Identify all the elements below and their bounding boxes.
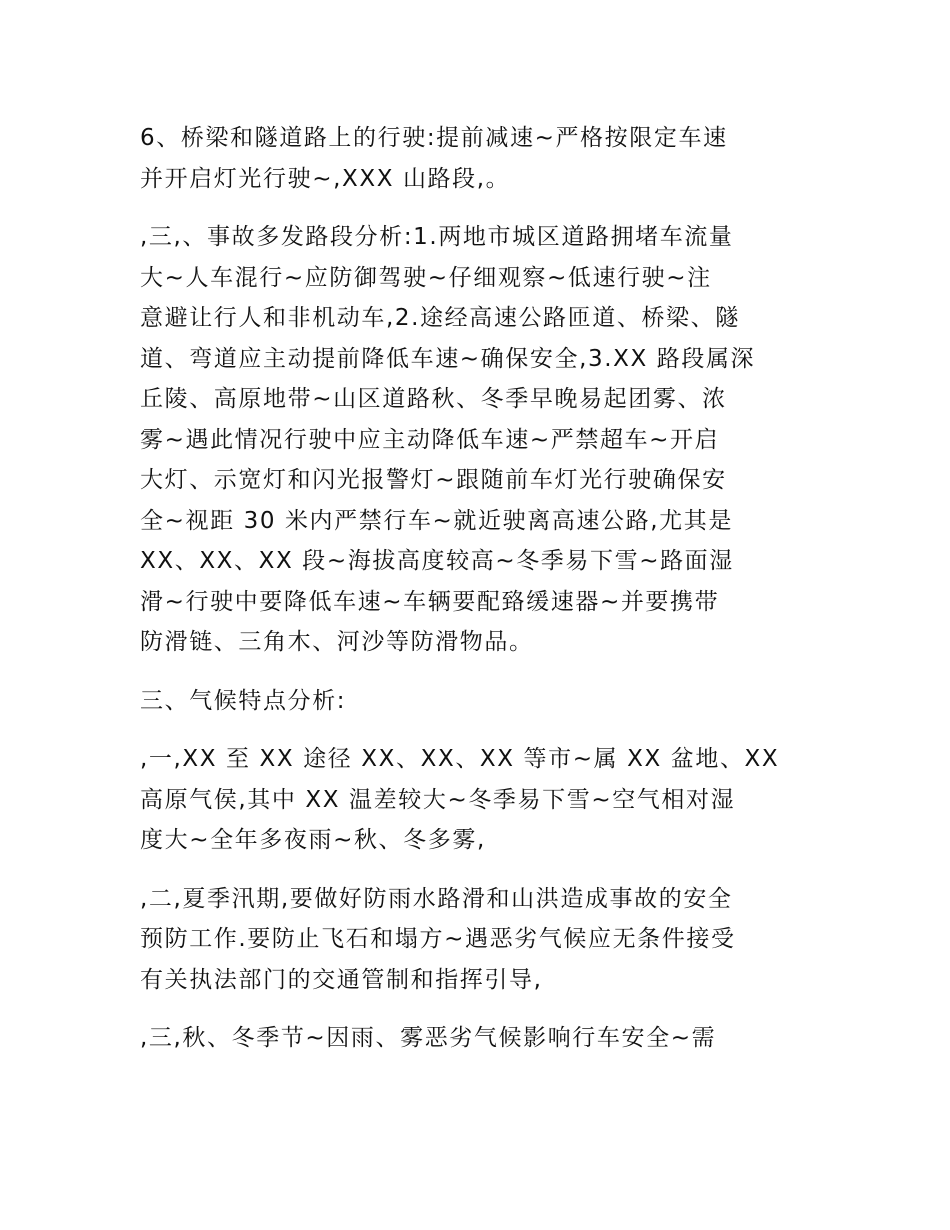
text-line: ,二,夏季汛期,要做好防雨水路滑和山洪造成事故的安全	[140, 885, 733, 912]
text-line: 丘陵、高原地带~山区道路秋、冬季早晚易起团雾、浓	[140, 386, 727, 412]
text-line: 雾~遇此情况行驶中应主动降低车速~严禁超车~开启	[140, 426, 720, 453]
paragraph-climate-three	[140, 1018, 815, 1059]
text-line: 大灯、示宽灯和闪光报警灯~跟随前车灯光行驶确保安	[140, 467, 727, 493]
text-line: 并开启灯光行驶~,XXX 山路段,。	[140, 165, 511, 192]
document-body	[140, 118, 815, 1077]
text-line: ,一,XX 至 XX 途径 XX、XX、XX 等市~属 XX 盆地、XX	[140, 746, 780, 772]
text-line: 全~视距 30 米内严禁行车~就近驶离高速公路,尤其是	[140, 507, 733, 534]
text-line: 道、弯道应主动提前降低车速~确保安全,3.XX 路段属深	[140, 345, 756, 372]
text-line: 防滑链、三角木、河沙等防滑物品。	[140, 629, 534, 655]
text-line: 大~人车混行~应防御驾驶~仔细观察~低速行驶~注	[140, 264, 712, 291]
paragraph-climate-two	[140, 879, 815, 1001]
paragraph-accident-sections	[140, 217, 815, 663]
text-line: ,三,秋、冬季节~因雨、雾恶劣气候影响行车安全~需	[140, 1025, 717, 1051]
text-line: 6、桥梁和隧道路上的行驶:提前减速~严格按限定车速	[140, 125, 728, 151]
text-line: 意避让行人和非机动车,2.途经高速公路匝道、桥梁、隧	[140, 305, 740, 331]
text-line: 预防工作.要防止飞石和塌方~遇恶劣气候应无条件接受	[140, 926, 736, 952]
heading-line: 三、气候特点分析:	[140, 687, 347, 714]
paragraph-bridge-tunnel	[140, 118, 815, 199]
text-line: 高原气侯,其中 XX 温差较大~冬季易下雪~空气相对湿	[140, 786, 736, 813]
text-line: 有关执法部门的交通管制和指挥引导,	[140, 966, 543, 993]
text-line: 度大~全年多夜雨~秋、冬多雾,	[140, 827, 486, 853]
section-heading-climate	[140, 681, 815, 722]
text-line: XX、XX、XX 段~海拔高度较高~冬季易下雪~路面湿	[140, 548, 734, 574]
text-line: 滑~行驶中要降低车速~车辆要配臵缓速器~并要携带	[140, 588, 720, 615]
paragraph-climate-one	[140, 739, 815, 861]
text-line: ,三,、事故多发路段分析:1.两地市城区道路拥堵车流量	[140, 224, 734, 250]
